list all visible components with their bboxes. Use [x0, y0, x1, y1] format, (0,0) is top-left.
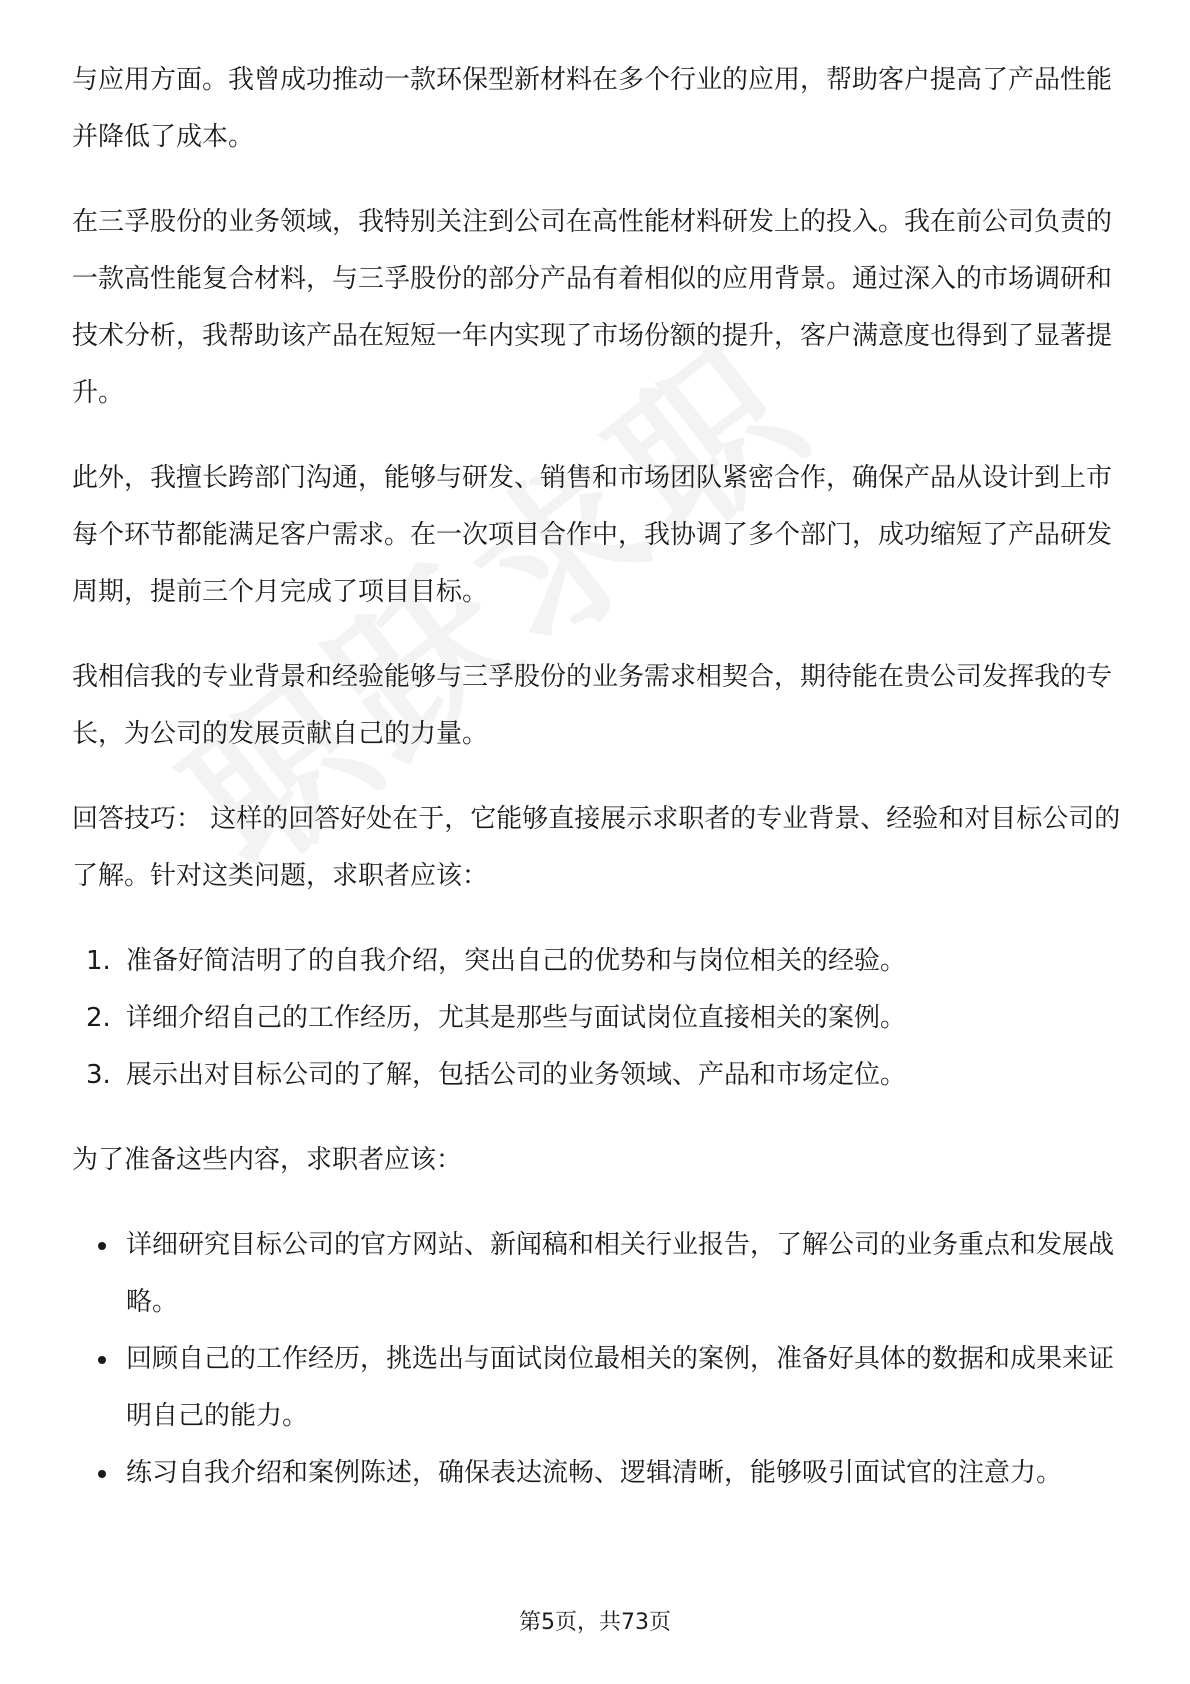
- paragraph: 我相信我的专业背景和经验能够与三孚股份的业务需求相契合，期待能在贵公司发挥我的专长，为公司的发展贡献自己的力量。: [72, 662, 1113, 749]
- paragraph: 为了准备这些内容，求职者应该：: [72, 1145, 463, 1175]
- bullet-icon: [98, 1356, 106, 1364]
- list-item-text: 回顾自己的工作经历，挑选出与面试岗位最相关的案例，准备好具体的数据和成果来证明自己的能力。: [126, 1344, 1115, 1431]
- list-item: [72, 1331, 1122, 1445]
- paragraph: 此外，我擅长跨部门沟通，能够与研发、销售和市场团队紧密合作，确保产品从设计到上市每个环节都能满足客户需求。在一次项目合作中，我协调了多个部门，成功缩短了产品研发周期，提前三个月完成了项目目标。: [72, 463, 1113, 607]
- list-item-text: 详细研究目标公司的官方网站、新闻稿和相关行业报告，了解公司的业务重点和发展战略。: [126, 1230, 1115, 1317]
- paragraph: 在三孚股份的业务领域，我特别关注到公司在高性能材料研发上的投入。我在前公司负责的一款高性能复合材料，与三孚股份的部分产品有着相似的应用背景。通过深入的市场调研和技术分析，我帮助该产品在短短一年内实现了市场份额的提升，客户满意度也得到了显著提升。: [72, 207, 1113, 408]
- list-item-text: 展示出对目标公司的了解，包括公司的业务领域、产品和市场定位。: [126, 1060, 907, 1090]
- list-item-text: 练习自我介绍和案例陈述，确保表达流畅、逻辑清晰，能够吸引面试官的注意力。: [126, 1458, 1063, 1488]
- list-item-text: 准备好简洁明了的自我介绍，突出自己的优势和与岗位相关的经验。: [126, 946, 907, 976]
- answer-tips-paragraph: 回答技巧： 这样的回答好处在于，它能够直接展示求职者的专业背景、经验和对目标公司的了解。针对这类问题，求职者应该：: [72, 804, 1121, 891]
- list-item: [72, 990, 1122, 1047]
- bullet-list: [72, 1217, 1122, 1502]
- numbered-list: [72, 933, 1122, 1104]
- bullet-icon: [98, 1470, 106, 1478]
- list-item-text: 详细介绍自己的工作经历，尤其是那些与面试岗位直接相关的案例。: [126, 1003, 907, 1033]
- list-item: [72, 1217, 1122, 1331]
- list-item: [72, 933, 1122, 990]
- bullet-icon: [98, 1242, 106, 1250]
- page-footer: 第5页，共73页: [519, 1610, 671, 1635]
- document-body: [72, 52, 1122, 1530]
- list-number: 1.: [86, 946, 111, 976]
- list-number: 2.: [86, 1003, 111, 1033]
- paragraph: 与应用方面。我曾成功推动一款环保型新材料在多个行业的应用，帮助客户提高了产品性能并降低了成本。: [72, 65, 1113, 152]
- list-item: [72, 1047, 1122, 1104]
- list-item: [72, 1445, 1122, 1502]
- list-number: 3.: [86, 1060, 111, 1090]
